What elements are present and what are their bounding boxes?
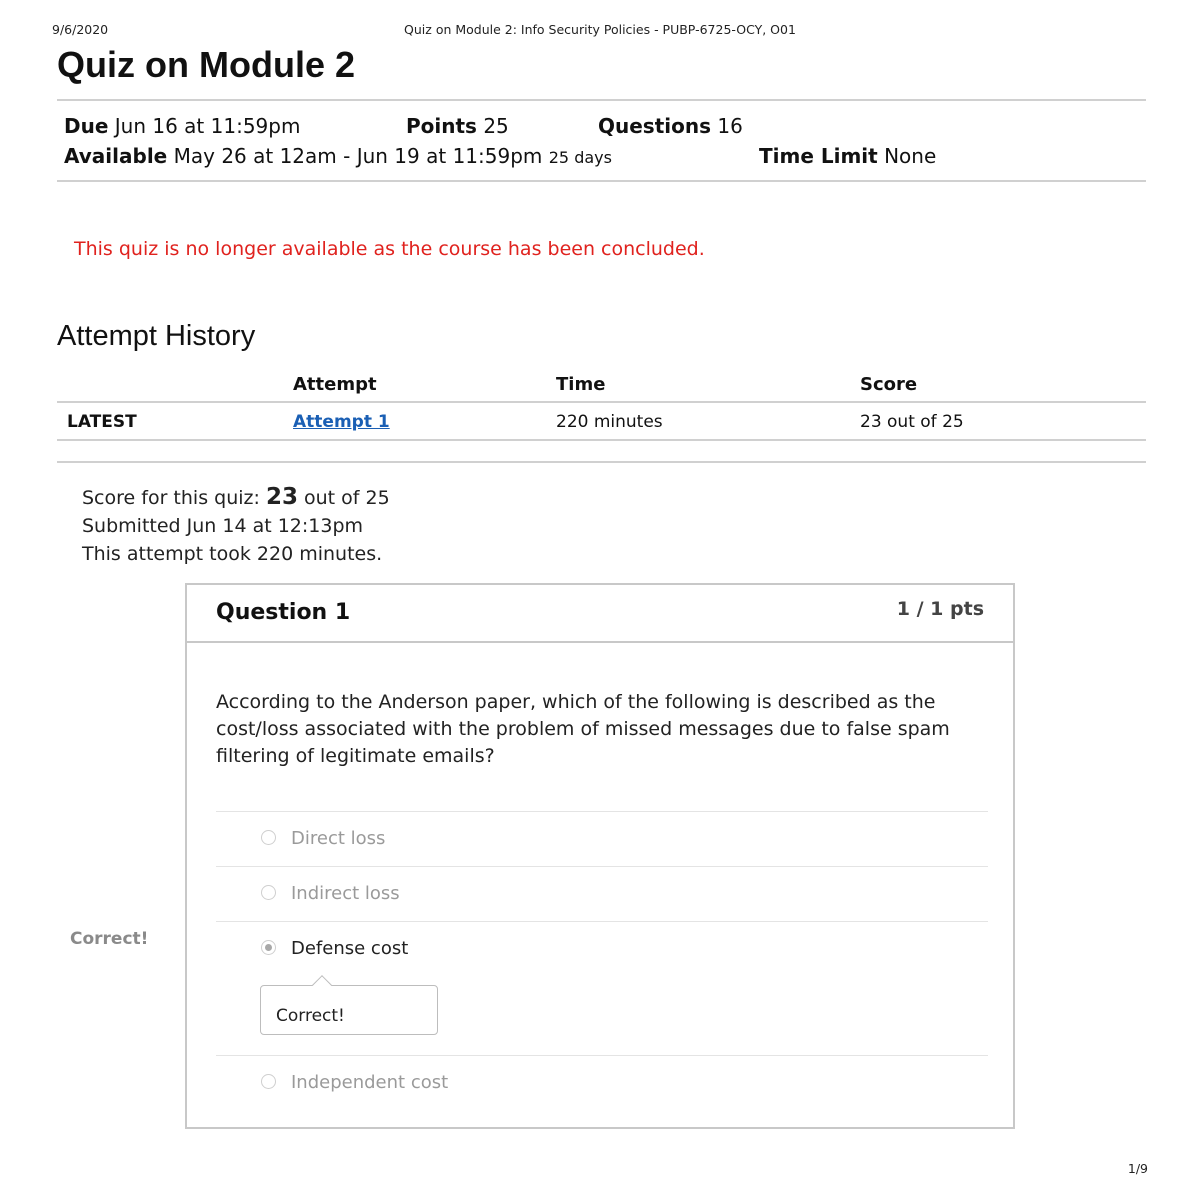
- answer-option[interactable]: [216, 811, 988, 866]
- divider: [57, 99, 1146, 101]
- latest-label: LATEST: [67, 412, 137, 432]
- answer-option[interactable]: [216, 866, 988, 921]
- attempt-time: 220 minutes: [556, 412, 663, 432]
- available-value: May 26 at 12am - Jun 19 at 11:59pm: [173, 144, 543, 168]
- available-label: Available: [64, 144, 168, 168]
- print-title: Quiz on Module 2: Info Security Policies - PUBP-6725-OCY, O01: [404, 22, 796, 37]
- score-value: 23: [265, 484, 298, 510]
- score-prefix: Score for this quiz:: [82, 487, 260, 509]
- questions-label: Questions: [598, 114, 712, 138]
- answer-comment: [260, 985, 438, 1035]
- question-title: Question 1: [216, 600, 351, 625]
- submitted-text: Submitted Jun 14 at 12:13pm: [82, 515, 364, 537]
- radio-button[interactable]: [261, 830, 276, 845]
- radio-button-selected[interactable]: [261, 940, 276, 955]
- column-header-time: Time: [556, 374, 606, 395]
- due-detail: [64, 114, 300, 138]
- print-header: [52, 22, 1148, 38]
- attempt-link[interactable]: Attempt 1: [293, 412, 390, 432]
- radio-button[interactable]: [261, 1074, 276, 1089]
- answer-option-selected[interactable]: [216, 921, 988, 1055]
- score-suffix: out of 25: [304, 487, 390, 509]
- unavailable-notice: This quiz is no longer available as the course has been concluded.: [74, 238, 705, 260]
- answer-label: Defense cost: [291, 938, 409, 959]
- time-limit-label: Time Limit: [759, 144, 878, 168]
- question-card: [185, 583, 1015, 1129]
- questions-detail: [598, 114, 743, 138]
- correct-flag: Correct!: [70, 929, 149, 949]
- questions-value: 16: [717, 114, 743, 138]
- answer-label: Independent cost: [291, 1072, 449, 1093]
- time-limit-value: None: [884, 144, 937, 168]
- page-number: 1/9: [1127, 1161, 1148, 1176]
- due-value: Jun 16 at 11:59pm: [114, 114, 301, 138]
- available-days: 25 days: [548, 148, 612, 167]
- points-detail: [406, 114, 509, 138]
- question-text: According to the Anderson paper, which of the following is described as the cost/loss associated with the problem of missed messages due to false spam filtering of legitimate emails?: [216, 691, 950, 767]
- column-header-attempt: Attempt: [293, 374, 377, 395]
- comment-text: Correct!: [276, 1006, 345, 1026]
- score-summary: [82, 484, 390, 510]
- print-date: 9/6/2020: [52, 22, 109, 37]
- divider: [57, 180, 1146, 182]
- question-points: 1 / 1 pts: [896, 598, 984, 620]
- time-limit-detail: [759, 144, 936, 168]
- divider: [57, 461, 1146, 463]
- answer-label: Direct loss: [291, 828, 386, 849]
- radio-button[interactable]: [261, 885, 276, 900]
- points-label: Points: [406, 114, 477, 138]
- answer-option[interactable]: [216, 1055, 988, 1110]
- points-value: 25: [483, 114, 509, 138]
- column-header-score: Score: [860, 374, 918, 395]
- comment-arrow: [312, 975, 332, 995]
- attempt-history-title: Attempt History: [57, 320, 256, 352]
- table-row: [57, 403, 1146, 441]
- due-label: Due: [64, 114, 109, 138]
- attempt-history-table: [57, 368, 1146, 441]
- answer-label: Indirect loss: [291, 883, 400, 904]
- answer-list: [216, 811, 988, 1110]
- table-header: [57, 368, 1146, 403]
- duration-text: This attempt took 220 minutes.: [82, 543, 383, 565]
- page-title: Quiz on Module 2: [57, 44, 355, 85]
- attempt-score: 23 out of 25: [860, 412, 964, 432]
- question-header: [187, 585, 1013, 643]
- available-detail: [64, 144, 612, 168]
